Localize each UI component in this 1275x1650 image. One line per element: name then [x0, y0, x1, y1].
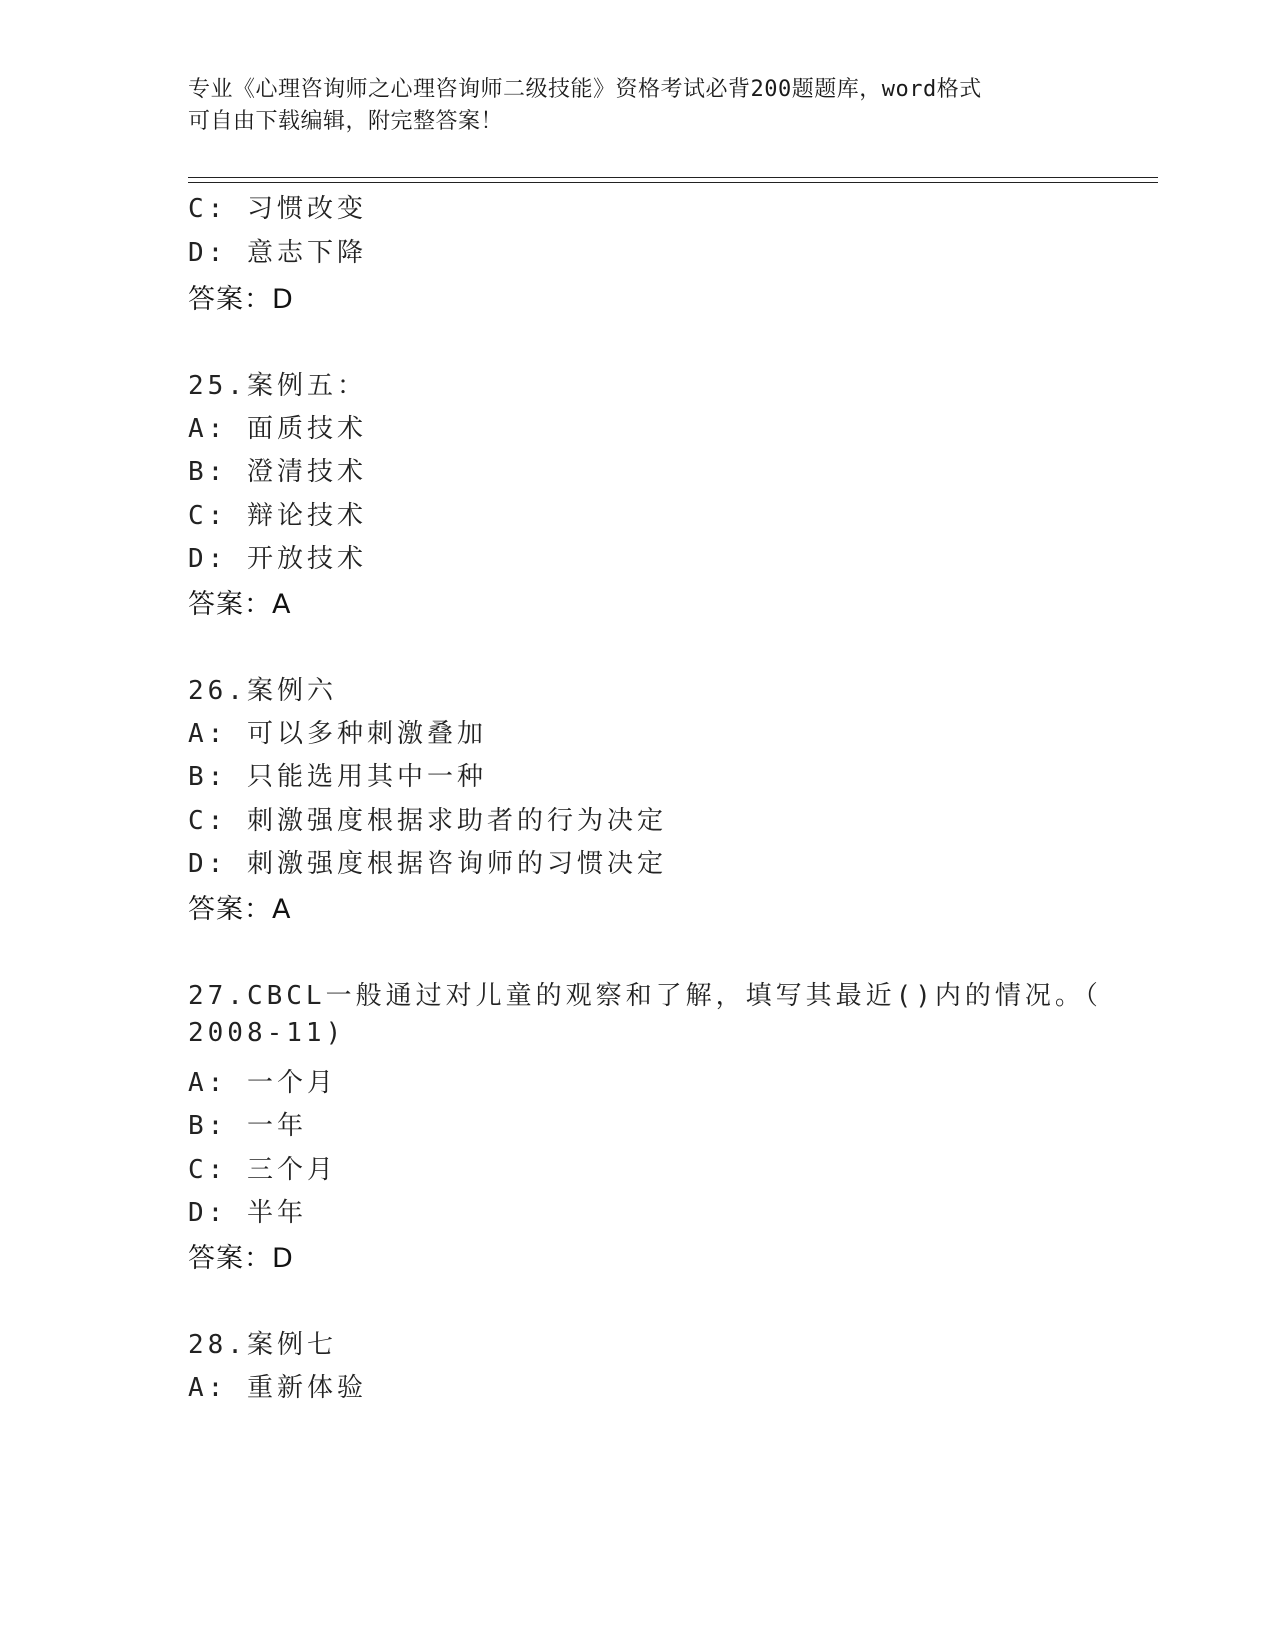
option-line: D: 刺激强度根据咨询师的习惯决定: [188, 849, 667, 879]
option-line: C: 习惯改变: [188, 194, 367, 224]
answer-line: 答案：D: [188, 284, 294, 315]
question-text: 2008-11): [188, 1018, 346, 1048]
option-line: A: 面质技术: [188, 414, 367, 444]
document-header: [188, 74, 1068, 138]
answer-line: 答案：A: [188, 894, 292, 925]
header-line-1: 专业《心理咨询师之心理咨询师二级技能》资格考试必背200题题库，word格式: [188, 77, 982, 102]
header-divider-top: [188, 177, 1158, 178]
question-text: 28.案例七: [188, 1330, 337, 1360]
answer-line: 答案：D: [188, 1243, 294, 1274]
header-divider-bottom: [188, 182, 1158, 183]
question-text: 25.案例五：: [188, 371, 367, 401]
option-line: B: 澄清技术: [188, 457, 367, 487]
option-line: A: 一个月: [188, 1068, 337, 1098]
question-text: 26.案例六: [188, 676, 337, 706]
question-text: 27.CBCL一般通过对儿童的观察和了解，填写其最近()内的情况。（: [188, 981, 1102, 1011]
answer-line: 答案：A: [188, 589, 292, 620]
header-line-2: 可自由下载编辑，附完整答案！: [188, 109, 504, 134]
option-line: D: 半年: [188, 1198, 307, 1228]
option-line: C: 辩论技术: [188, 501, 367, 531]
option-line: D: 意志下降: [188, 238, 367, 268]
option-line: D: 开放技术: [188, 544, 367, 574]
option-line: B: 一年: [188, 1111, 307, 1141]
option-line: C: 三个月: [188, 1155, 337, 1185]
option-line: B: 只能选用其中一种: [188, 762, 487, 792]
option-line: C: 刺激强度根据求助者的行为决定: [188, 806, 667, 836]
option-line: A: 重新体验: [188, 1373, 367, 1403]
option-line: A: 可以多种刺激叠加: [188, 719, 487, 749]
